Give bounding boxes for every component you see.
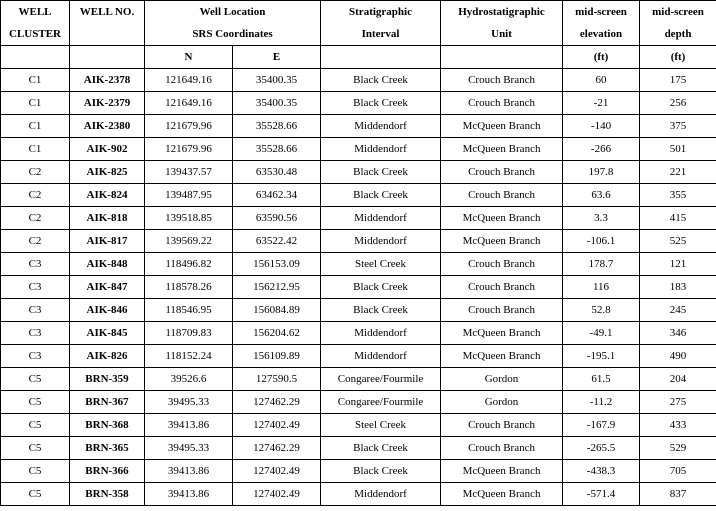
table-row — [1, 230, 716, 253]
cell-hydrostatigraphic: McQueen Branch — [441, 115, 563, 138]
cell-northing: 39413.86 — [145, 414, 233, 437]
cell-depth: 204 — [640, 368, 716, 391]
cell-stratigraphic: Congaree/Fourmile — [321, 391, 441, 414]
header-mid-screen-elev: mid-screen — [563, 1, 640, 24]
cell-northing: 118546.95 — [145, 299, 233, 322]
cell-easting: 156212.95 — [233, 276, 321, 299]
cell-depth: 221 — [640, 161, 716, 184]
cell-hydrostatigraphic: Gordon — [441, 391, 563, 414]
cell-easting: 63522.42 — [233, 230, 321, 253]
header-well-no: WELL NO. — [70, 1, 145, 24]
header-row-3 — [1, 46, 716, 69]
cell-stratigraphic: Middendorf — [321, 483, 441, 506]
cell-depth: 175 — [640, 69, 716, 92]
cell-stratigraphic: Black Creek — [321, 92, 441, 115]
cell-stratigraphic: Middendorf — [321, 207, 441, 230]
cell-well-no: BRN-367 — [70, 391, 145, 414]
cell-northing: 39413.86 — [145, 460, 233, 483]
cell-cluster: C3 — [1, 276, 70, 299]
header-hydrostatigraphic: Hydrostatigraphic — [441, 1, 563, 24]
table-row — [1, 391, 716, 414]
cell-depth: 275 — [640, 391, 716, 414]
cell-northing: 118496.82 — [145, 253, 233, 276]
cell-hydrostatigraphic: McQueen Branch — [441, 483, 563, 506]
cell-hydrostatigraphic: McQueen Branch — [441, 230, 563, 253]
cell-northing: 121679.96 — [145, 115, 233, 138]
cell-well-no: AIK-847 — [70, 276, 145, 299]
cell-depth: 490 — [640, 345, 716, 368]
cell-cluster: C5 — [1, 460, 70, 483]
cell-easting: 35528.66 — [233, 138, 321, 161]
cell-cluster: C1 — [1, 138, 70, 161]
table-row — [1, 161, 716, 184]
cell-cluster: C5 — [1, 483, 70, 506]
cell-depth: 525 — [640, 230, 716, 253]
table-row — [1, 253, 716, 276]
cell-cluster: C3 — [1, 345, 70, 368]
cell-hydrostatigraphic: Crouch Branch — [441, 437, 563, 460]
header-blank — [70, 46, 145, 69]
table-row — [1, 115, 716, 138]
table-row — [1, 69, 716, 92]
cell-cluster: C5 — [1, 391, 70, 414]
cell-depth: 415 — [640, 207, 716, 230]
cell-depth: 355 — [640, 184, 716, 207]
header-cluster: CLUSTER — [1, 23, 70, 46]
cell-hydrostatigraphic: Crouch Branch — [441, 414, 563, 437]
cell-stratigraphic: Congaree/Fourmile — [321, 368, 441, 391]
cell-elevation: 60 — [563, 69, 640, 92]
cell-well-no: BRN-359 — [70, 368, 145, 391]
cell-hydrostatigraphic: McQueen Branch — [441, 460, 563, 483]
cell-well-no: AIK-817 — [70, 230, 145, 253]
table-row — [1, 92, 716, 115]
cell-stratigraphic: Steel Creek — [321, 253, 441, 276]
cell-cluster: C1 — [1, 69, 70, 92]
header-blank — [70, 23, 145, 46]
cell-well-no: BRN-365 — [70, 437, 145, 460]
cell-easting: 127462.29 — [233, 391, 321, 414]
cell-hydrostatigraphic: Crouch Branch — [441, 253, 563, 276]
cell-depth: 375 — [640, 115, 716, 138]
table-row — [1, 414, 716, 437]
cell-hydrostatigraphic: Gordon — [441, 368, 563, 391]
cell-cluster: C2 — [1, 230, 70, 253]
cell-easting: 156153.09 — [233, 253, 321, 276]
cell-northing: 39495.33 — [145, 437, 233, 460]
cell-elevation: -265.5 — [563, 437, 640, 460]
cell-cluster: C3 — [1, 322, 70, 345]
cell-well-no: AIK-848 — [70, 253, 145, 276]
cell-cluster: C2 — [1, 207, 70, 230]
cell-well-no: BRN-358 — [70, 483, 145, 506]
cell-northing: 118709.83 — [145, 322, 233, 345]
cell-hydrostatigraphic: Crouch Branch — [441, 299, 563, 322]
header-stratigraphic: Stratigraphic — [321, 1, 441, 24]
cell-elevation: 3.3 — [563, 207, 640, 230]
header-elevation: elevation — [563, 23, 640, 46]
table-row — [1, 207, 716, 230]
cell-hydrostatigraphic: McQueen Branch — [441, 138, 563, 161]
cell-hydrostatigraphic: Crouch Branch — [441, 69, 563, 92]
header-blank — [441, 46, 563, 69]
table-row — [1, 345, 716, 368]
cell-easting: 127402.49 — [233, 460, 321, 483]
table-row — [1, 276, 716, 299]
cell-well-no: AIK-2379 — [70, 92, 145, 115]
header-mid-screen-depth: mid-screen — [640, 1, 716, 24]
cell-hydrostatigraphic: Crouch Branch — [441, 92, 563, 115]
cell-depth: 433 — [640, 414, 716, 437]
table-row — [1, 322, 716, 345]
cell-elevation: -11.2 — [563, 391, 640, 414]
cell-northing: 39526.6 — [145, 368, 233, 391]
cell-northing: 39495.33 — [145, 391, 233, 414]
cell-easting: 63590.56 — [233, 207, 321, 230]
cell-hydrostatigraphic: Crouch Branch — [441, 161, 563, 184]
cell-depth: 529 — [640, 437, 716, 460]
cell-stratigraphic: Middendorf — [321, 345, 441, 368]
cell-well-no: AIK-825 — [70, 161, 145, 184]
cell-depth: 837 — [640, 483, 716, 506]
cell-depth: 121 — [640, 253, 716, 276]
header-row-1 — [1, 1, 716, 24]
cell-northing: 139487.95 — [145, 184, 233, 207]
cell-cluster: C1 — [1, 115, 70, 138]
header-elev-unit: (ft) — [563, 46, 640, 69]
cell-elevation: -571.4 — [563, 483, 640, 506]
cell-stratigraphic: Black Creek — [321, 299, 441, 322]
cell-elevation: -106.1 — [563, 230, 640, 253]
table-row — [1, 184, 716, 207]
cell-well-no: AIK-845 — [70, 322, 145, 345]
header-well-location: Well Location — [145, 1, 321, 24]
cell-stratigraphic: Middendorf — [321, 138, 441, 161]
cell-well-no: AIK-2378 — [70, 69, 145, 92]
cell-depth: 705 — [640, 460, 716, 483]
cell-elevation: -195.1 — [563, 345, 640, 368]
cell-northing: 118152.24 — [145, 345, 233, 368]
cell-stratigraphic: Black Creek — [321, 437, 441, 460]
header-interval: Interval — [321, 23, 441, 46]
cell-stratigraphic: Steel Creek — [321, 414, 441, 437]
cell-easting: 35400.35 — [233, 69, 321, 92]
table-row — [1, 460, 716, 483]
cell-stratigraphic: Middendorf — [321, 115, 441, 138]
table-row — [1, 299, 716, 322]
cell-well-no: AIK-2380 — [70, 115, 145, 138]
cell-easting: 127590.5 — [233, 368, 321, 391]
cell-well-no: BRN-366 — [70, 460, 145, 483]
cell-well-no: AIK-824 — [70, 184, 145, 207]
header-row-2 — [1, 23, 716, 46]
cell-northing: 139518.85 — [145, 207, 233, 230]
cell-northing: 139569.22 — [145, 230, 233, 253]
cell-well-no: BRN-368 — [70, 414, 145, 437]
cell-elevation: -266 — [563, 138, 640, 161]
cell-cluster: C1 — [1, 92, 70, 115]
cell-easting: 35400.35 — [233, 92, 321, 115]
cell-elevation: -140 — [563, 115, 640, 138]
cell-elevation: -49.1 — [563, 322, 640, 345]
cell-cluster: C5 — [1, 368, 70, 391]
header-northing: N — [145, 46, 233, 69]
table-row — [1, 368, 716, 391]
cell-northing: 121679.96 — [145, 138, 233, 161]
cell-cluster: C3 — [1, 253, 70, 276]
cell-elevation: 197.8 — [563, 161, 640, 184]
cell-northing: 39413.86 — [145, 483, 233, 506]
cell-elevation: 61.5 — [563, 368, 640, 391]
header-well-cluster: WELL — [1, 1, 70, 24]
cell-easting: 127462.29 — [233, 437, 321, 460]
header-srs-coordinates: SRS Coordinates — [145, 23, 321, 46]
table-row — [1, 437, 716, 460]
cell-elevation: 63.6 — [563, 184, 640, 207]
cell-hydrostatigraphic: McQueen Branch — [441, 322, 563, 345]
cell-stratigraphic: Black Creek — [321, 184, 441, 207]
header-depth-unit: (ft) — [640, 46, 716, 69]
header-blank — [1, 46, 70, 69]
cell-cluster: C5 — [1, 414, 70, 437]
header-blank — [321, 46, 441, 69]
cell-easting: 63462.34 — [233, 184, 321, 207]
cell-cluster: C2 — [1, 184, 70, 207]
cell-elevation: -167.9 — [563, 414, 640, 437]
cell-easting: 156084.89 — [233, 299, 321, 322]
cell-elevation: 178.7 — [563, 253, 640, 276]
cell-easting: 127402.49 — [233, 414, 321, 437]
cell-hydrostatigraphic: McQueen Branch — [441, 207, 563, 230]
header-unit: Unit — [441, 23, 563, 46]
cell-well-no: AIK-826 — [70, 345, 145, 368]
cell-northing: 139437.57 — [145, 161, 233, 184]
cell-stratigraphic: Black Creek — [321, 69, 441, 92]
cell-elevation: -21 — [563, 92, 640, 115]
cell-depth: 501 — [640, 138, 716, 161]
cell-easting: 63530.48 — [233, 161, 321, 184]
table-row — [1, 483, 716, 506]
cell-cluster: C3 — [1, 299, 70, 322]
cell-northing: 118578.26 — [145, 276, 233, 299]
cell-northing: 121649.16 — [145, 69, 233, 92]
cell-easting: 127402.49 — [233, 483, 321, 506]
cell-stratigraphic: Middendorf — [321, 322, 441, 345]
cell-northing: 121649.16 — [145, 92, 233, 115]
table-row — [1, 138, 716, 161]
cell-easting: 156109.89 — [233, 345, 321, 368]
cell-depth: 183 — [640, 276, 716, 299]
cell-stratigraphic: Black Creek — [321, 460, 441, 483]
cell-depth: 245 — [640, 299, 716, 322]
cell-hydrostatigraphic: McQueen Branch — [441, 345, 563, 368]
cell-cluster: C5 — [1, 437, 70, 460]
cell-depth: 346 — [640, 322, 716, 345]
cell-elevation: 116 — [563, 276, 640, 299]
cell-hydrostatigraphic: Crouch Branch — [441, 276, 563, 299]
cell-well-no: AIK-902 — [70, 138, 145, 161]
cell-hydrostatigraphic: Crouch Branch — [441, 184, 563, 207]
header-depth: depth — [640, 23, 716, 46]
cell-elevation: 52.8 — [563, 299, 640, 322]
cell-elevation: -438.3 — [563, 460, 640, 483]
cell-easting: 35528.66 — [233, 115, 321, 138]
cell-stratigraphic: Middendorf — [321, 230, 441, 253]
cell-stratigraphic: Black Creek — [321, 276, 441, 299]
cell-well-no: AIK-846 — [70, 299, 145, 322]
cell-easting: 156204.62 — [233, 322, 321, 345]
header-easting: E — [233, 46, 321, 69]
cell-cluster: C2 — [1, 161, 70, 184]
cell-depth: 256 — [640, 92, 716, 115]
cell-stratigraphic: Black Creek — [321, 161, 441, 184]
cell-well-no: AIK-818 — [70, 207, 145, 230]
